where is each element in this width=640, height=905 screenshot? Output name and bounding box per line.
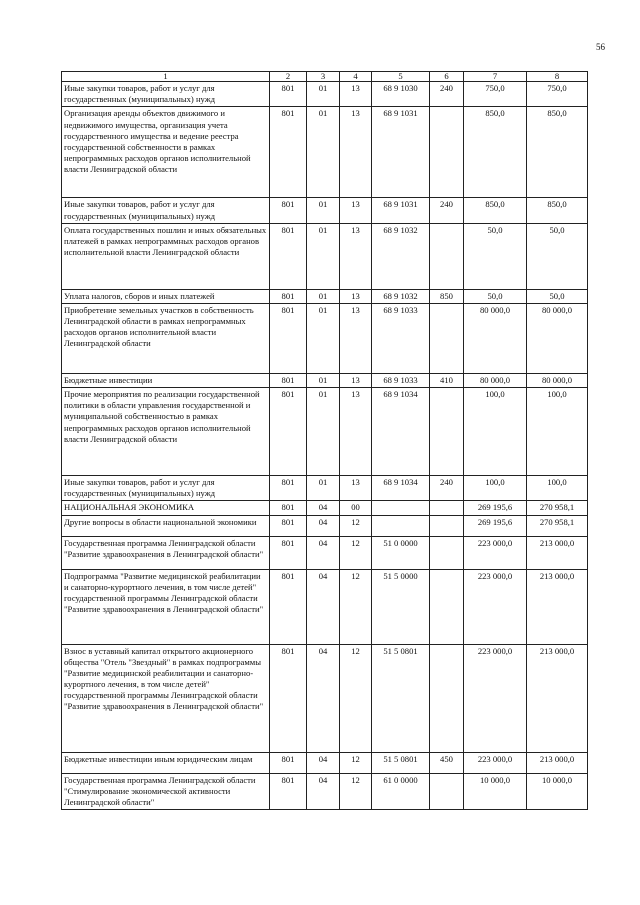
row-vr-cell: 240 — [430, 82, 464, 107]
row-csr-cell: 68 9 1034 — [372, 388, 430, 476]
row-v2-cell: 100,0 — [527, 476, 588, 501]
column-header: 4 — [340, 72, 372, 82]
row-vr-cell — [430, 388, 464, 476]
row-pr-cell: 13 — [340, 107, 372, 198]
row-name-cell: Бюджетные инвестиции — [62, 373, 270, 387]
row-vr-cell — [430, 536, 464, 569]
row-pr-cell: 13 — [340, 388, 372, 476]
table-row — [62, 644, 588, 752]
row-csr-cell: 68 9 1031 — [372, 107, 430, 198]
row-vr-cell — [430, 515, 464, 536]
row-vr-cell: 410 — [430, 373, 464, 387]
row-rz-cell: 01 — [307, 476, 340, 501]
row-pr-cell: 12 — [340, 515, 372, 536]
row-pr-cell: 00 — [340, 501, 372, 515]
row-rz-cell: 04 — [307, 773, 340, 810]
row-ved-cell: 801 — [270, 501, 307, 515]
row-rz-cell: 01 — [307, 373, 340, 387]
row-csr-cell — [372, 515, 430, 536]
column-header: 5 — [372, 72, 430, 82]
row-csr-cell: 68 9 1033 — [372, 303, 430, 373]
table-row — [62, 223, 588, 289]
row-rz-cell: 01 — [307, 82, 340, 107]
row-ved-cell: 801 — [270, 644, 307, 752]
row-ved-cell: 801 — [270, 752, 307, 773]
row-rz-cell: 04 — [307, 569, 340, 644]
row-ved-cell: 801 — [270, 289, 307, 303]
row-ved-cell: 801 — [270, 388, 307, 476]
row-v1-cell: 269 195,6 — [464, 515, 527, 536]
row-rz-cell: 04 — [307, 752, 340, 773]
row-name-cell: Оплата государственных пошлин и иных обязательных платежей в рамках непрограммных расходов органов исполнительной власти Ленинградской области — [62, 223, 270, 289]
row-ved-cell: 801 — [270, 303, 307, 373]
column-header: 7 — [464, 72, 527, 82]
row-pr-cell: 13 — [340, 476, 372, 501]
row-pr-cell: 12 — [340, 569, 372, 644]
row-v1-cell: 100,0 — [464, 388, 527, 476]
row-name-cell: Иные закупки товаров, работ и услуг для государственных (муниципальных) нужд — [62, 82, 270, 107]
row-ved-cell: 801 — [270, 536, 307, 569]
row-v1-cell: 750,0 — [464, 82, 527, 107]
row-name-cell: Иные закупки товаров, работ и услуг для государственных (муниципальных) нужд — [62, 476, 270, 501]
column-header: 6 — [430, 72, 464, 82]
row-ved-cell: 801 — [270, 373, 307, 387]
row-vr-cell — [430, 303, 464, 373]
table-row — [62, 569, 588, 644]
row-vr-cell — [430, 501, 464, 515]
row-csr-cell: 51 5 0801 — [372, 644, 430, 752]
row-vr-cell — [430, 773, 464, 810]
table-row — [62, 388, 588, 476]
row-ved-cell: 801 — [270, 515, 307, 536]
row-rz-cell: 01 — [307, 303, 340, 373]
table-row — [62, 773, 588, 810]
row-pr-cell: 13 — [340, 82, 372, 107]
row-ved-cell: 801 — [270, 569, 307, 644]
row-vr-cell: 240 — [430, 198, 464, 223]
row-csr-cell: 68 9 1033 — [372, 373, 430, 387]
row-name-cell: Бюджетные инвестиции иным юридическим лицам — [62, 752, 270, 773]
row-name-cell: Взнос в уставный капитал открытого акционерного общества "Отель "Звездный" в рамках подпрограммы "Развитие медицинской реабилитации и санаторно-курортного лечения, в том числе детей" государственной программы Ленинградской области "Развитие здравоохранения в Ленинградской области" — [62, 644, 270, 752]
row-rz-cell: 01 — [307, 223, 340, 289]
row-v2-cell: 850,0 — [527, 198, 588, 223]
row-csr-cell: 68 9 1034 — [372, 476, 430, 501]
row-v1-cell: 50,0 — [464, 289, 527, 303]
row-v2-cell: 213 000,0 — [527, 644, 588, 752]
column-header: 2 — [270, 72, 307, 82]
row-rz-cell: 04 — [307, 644, 340, 752]
row-vr-cell — [430, 644, 464, 752]
table-row — [62, 515, 588, 536]
row-rz-cell: 04 — [307, 536, 340, 569]
row-name-cell: Приобретение земельных участков в собственность Ленинградской области в рамках непрограммных расходов органов исполнительной власти Ленинградской области — [62, 303, 270, 373]
row-v2-cell: 213 000,0 — [527, 569, 588, 644]
table-row — [62, 303, 588, 373]
table-row — [62, 752, 588, 773]
row-pr-cell: 12 — [340, 752, 372, 773]
row-v1-cell: 80 000,0 — [464, 303, 527, 373]
column-header: 3 — [307, 72, 340, 82]
table-row — [62, 373, 588, 387]
row-csr-cell: 51 5 0000 — [372, 569, 430, 644]
header-row — [62, 72, 588, 82]
row-v2-cell: 750,0 — [527, 82, 588, 107]
column-header: 8 — [527, 72, 588, 82]
row-rz-cell: 01 — [307, 289, 340, 303]
row-v1-cell: 223 000,0 — [464, 752, 527, 773]
row-csr-cell: 51 5 0801 — [372, 752, 430, 773]
table-row — [62, 536, 588, 569]
row-pr-cell: 13 — [340, 289, 372, 303]
row-csr-cell: 51 0 0000 — [372, 536, 430, 569]
row-ved-cell: 801 — [270, 476, 307, 501]
row-ved-cell: 801 — [270, 773, 307, 810]
table-body — [62, 82, 588, 810]
row-ved-cell: 801 — [270, 82, 307, 107]
row-v2-cell: 10 000,0 — [527, 773, 588, 810]
page-number: 56 — [596, 42, 605, 52]
row-name-cell: Организация аренды объектов движимого и недвижимого имущества, организация учета государственного имущества и ведение реестра государственной собственности в рамках непрограммных расходов органов исполнительной власти Ленинградской области — [62, 107, 270, 198]
row-v2-cell: 213 000,0 — [527, 536, 588, 569]
row-rz-cell: 01 — [307, 388, 340, 476]
row-name-cell: Государственная программа Ленинградской области "Развитие здравоохранения в Ленинградской области" — [62, 536, 270, 569]
row-v1-cell: 223 000,0 — [464, 644, 527, 752]
table-row — [62, 198, 588, 223]
row-ved-cell: 801 — [270, 198, 307, 223]
row-name-cell: Иные закупки товаров, работ и услуг для государственных (муниципальных) нужд — [62, 198, 270, 223]
row-rz-cell: 01 — [307, 107, 340, 198]
row-name-cell: Другие вопросы в области национальной экономики — [62, 515, 270, 536]
row-pr-cell: 12 — [340, 644, 372, 752]
row-ved-cell: 801 — [270, 107, 307, 198]
row-vr-cell — [430, 569, 464, 644]
row-name-cell: Государственная программа Ленинградской области "Стимулирование экономической активности Ленинградской области" — [62, 773, 270, 810]
row-csr-cell: 61 0 0000 — [372, 773, 430, 810]
table-row — [62, 107, 588, 198]
row-name-cell: Подпрограмма "Развитие медицинской реабилитации и санаторно-курортного лечения, в том числе детей" государственной программы Ленинградской области "Развитие здравоохранения в Ленинградской области" — [62, 569, 270, 644]
row-pr-cell: 13 — [340, 198, 372, 223]
row-pr-cell: 12 — [340, 773, 372, 810]
table-row — [62, 476, 588, 501]
column-header: 1 — [62, 72, 270, 82]
row-rz-cell: 04 — [307, 515, 340, 536]
row-v1-cell: 50,0 — [464, 223, 527, 289]
table-row — [62, 82, 588, 107]
row-v2-cell: 213 000,0 — [527, 752, 588, 773]
table-row — [62, 501, 588, 515]
row-pr-cell: 13 — [340, 303, 372, 373]
row-pr-cell: 13 — [340, 223, 372, 289]
row-v1-cell: 80 000,0 — [464, 373, 527, 387]
row-v1-cell: 850,0 — [464, 198, 527, 223]
row-v2-cell: 50,0 — [527, 223, 588, 289]
row-rz-cell: 04 — [307, 501, 340, 515]
row-vr-cell: 450 — [430, 752, 464, 773]
row-vr-cell: 240 — [430, 476, 464, 501]
row-v2-cell: 100,0 — [527, 388, 588, 476]
row-vr-cell — [430, 107, 464, 198]
row-pr-cell: 12 — [340, 536, 372, 569]
row-name-cell: НАЦИОНАЛЬНАЯ ЭКОНОМИКА — [62, 501, 270, 515]
row-csr-cell: 68 9 1032 — [372, 223, 430, 289]
row-v2-cell: 80 000,0 — [527, 303, 588, 373]
row-csr-cell: 68 9 1031 — [372, 198, 430, 223]
row-csr-cell — [372, 501, 430, 515]
table-row — [62, 289, 588, 303]
row-csr-cell: 68 9 1032 — [372, 289, 430, 303]
row-name-cell: Прочие мероприятия по реализации государственной политики в области управления государственной и муниципальной собственностью в рамках непрограммных расходов органов исполнительной власти Ленинградской области — [62, 388, 270, 476]
row-v2-cell: 850,0 — [527, 107, 588, 198]
row-v2-cell: 80 000,0 — [527, 373, 588, 387]
budget-table — [61, 71, 588, 810]
row-v1-cell: 223 000,0 — [464, 569, 527, 644]
row-v1-cell: 850,0 — [464, 107, 527, 198]
row-vr-cell: 850 — [430, 289, 464, 303]
row-v1-cell: 269 195,6 — [464, 501, 527, 515]
row-v2-cell: 270 958,1 — [527, 515, 588, 536]
row-v1-cell: 223 000,0 — [464, 536, 527, 569]
row-v1-cell: 100,0 — [464, 476, 527, 501]
row-rz-cell: 01 — [307, 198, 340, 223]
row-csr-cell: 68 9 1030 — [372, 82, 430, 107]
row-vr-cell — [430, 223, 464, 289]
row-ved-cell: 801 — [270, 223, 307, 289]
row-pr-cell: 13 — [340, 373, 372, 387]
row-v1-cell: 10 000,0 — [464, 773, 527, 810]
row-v2-cell: 270 958,1 — [527, 501, 588, 515]
row-name-cell: Уплата налогов, сборов и иных платежей — [62, 289, 270, 303]
row-v2-cell: 50,0 — [527, 289, 588, 303]
